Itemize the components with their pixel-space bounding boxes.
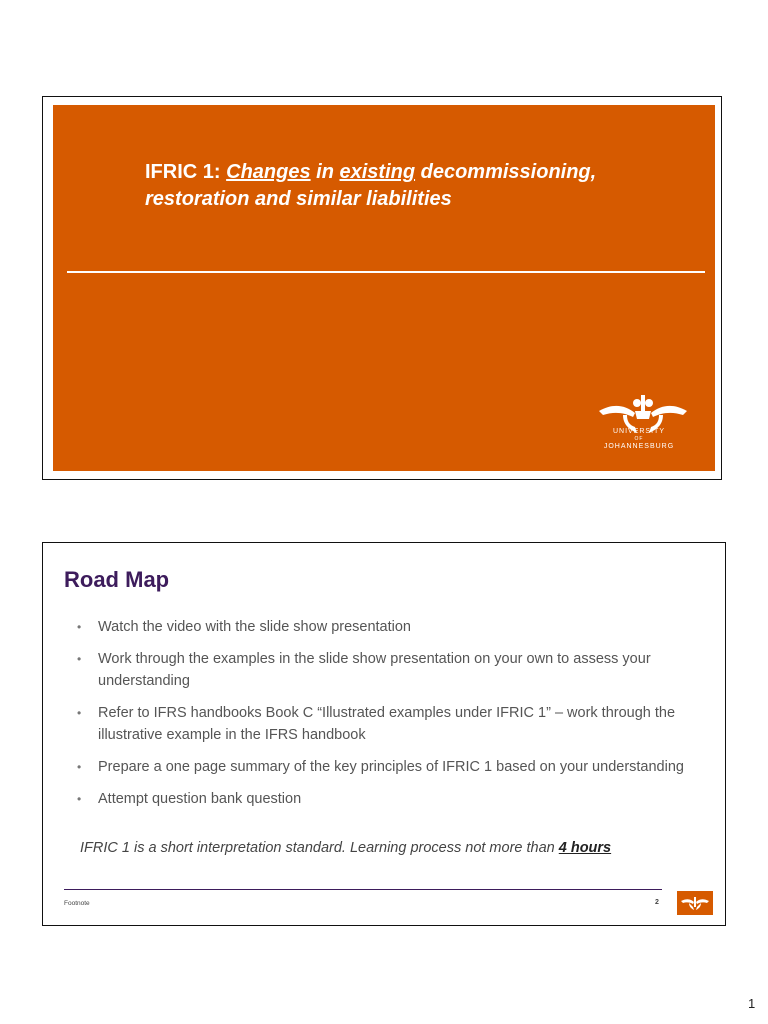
list-item: • Work through the examples in the slide show presentation on your own to assess your understanding: [77, 648, 707, 692]
bullet-list: [77, 616, 707, 820]
title-slide: [42, 96, 722, 480]
logo-line-1: UNIVERSITY: [612, 428, 665, 435]
list-item: • Watch the video with the slide show presentation: [77, 616, 707, 638]
slide-title: [145, 159, 615, 213]
bullet-icon: •: [77, 760, 82, 774]
bullet-icon: •: [77, 706, 82, 720]
footnote: Footnote: [64, 900, 90, 907]
learning-note: [80, 840, 611, 856]
note-text: IFRIC 1 is a short interpretation standard. Learning process not more than: [80, 840, 559, 856]
logo-line-2: OF: [634, 436, 644, 442]
title-changes: Changes: [226, 161, 311, 183]
note-emphasis: 4 hours: [558, 840, 612, 856]
bullet-icon: •: [77, 652, 82, 666]
slide-heading: Road Map: [64, 567, 170, 592]
title-existing: existing: [339, 161, 416, 183]
list-item: • Attempt question bank question: [77, 788, 707, 810]
list-item: • Refer to IFRS handbooks Book C “Illustrated examples under IFRIC 1” – work through the illustrative example in the IFRS handbook: [77, 702, 707, 746]
title-rest: decommissioning, restoration and similar liabilities: [145, 161, 597, 210]
road-map-slide: [42, 542, 726, 926]
university-mini-logo-icon: [677, 891, 713, 915]
bullet-icon: •: [77, 792, 82, 806]
page-number: 1: [748, 996, 756, 1011]
title-divider: [67, 271, 705, 273]
logo-line-3: JOHANNESBURG: [603, 443, 675, 450]
bullet-icon: •: [77, 620, 82, 634]
list-item: • Prepare a one page summary of the key principles of IFRIC 1 based on your understanding: [77, 756, 707, 778]
title-panel: [53, 105, 715, 471]
footer-divider: [64, 889, 662, 890]
title-prefix: IFRIC 1:: [145, 161, 227, 183]
slide-number: 2: [655, 899, 659, 906]
university-name: [589, 427, 689, 451]
title-in: in: [310, 161, 340, 183]
